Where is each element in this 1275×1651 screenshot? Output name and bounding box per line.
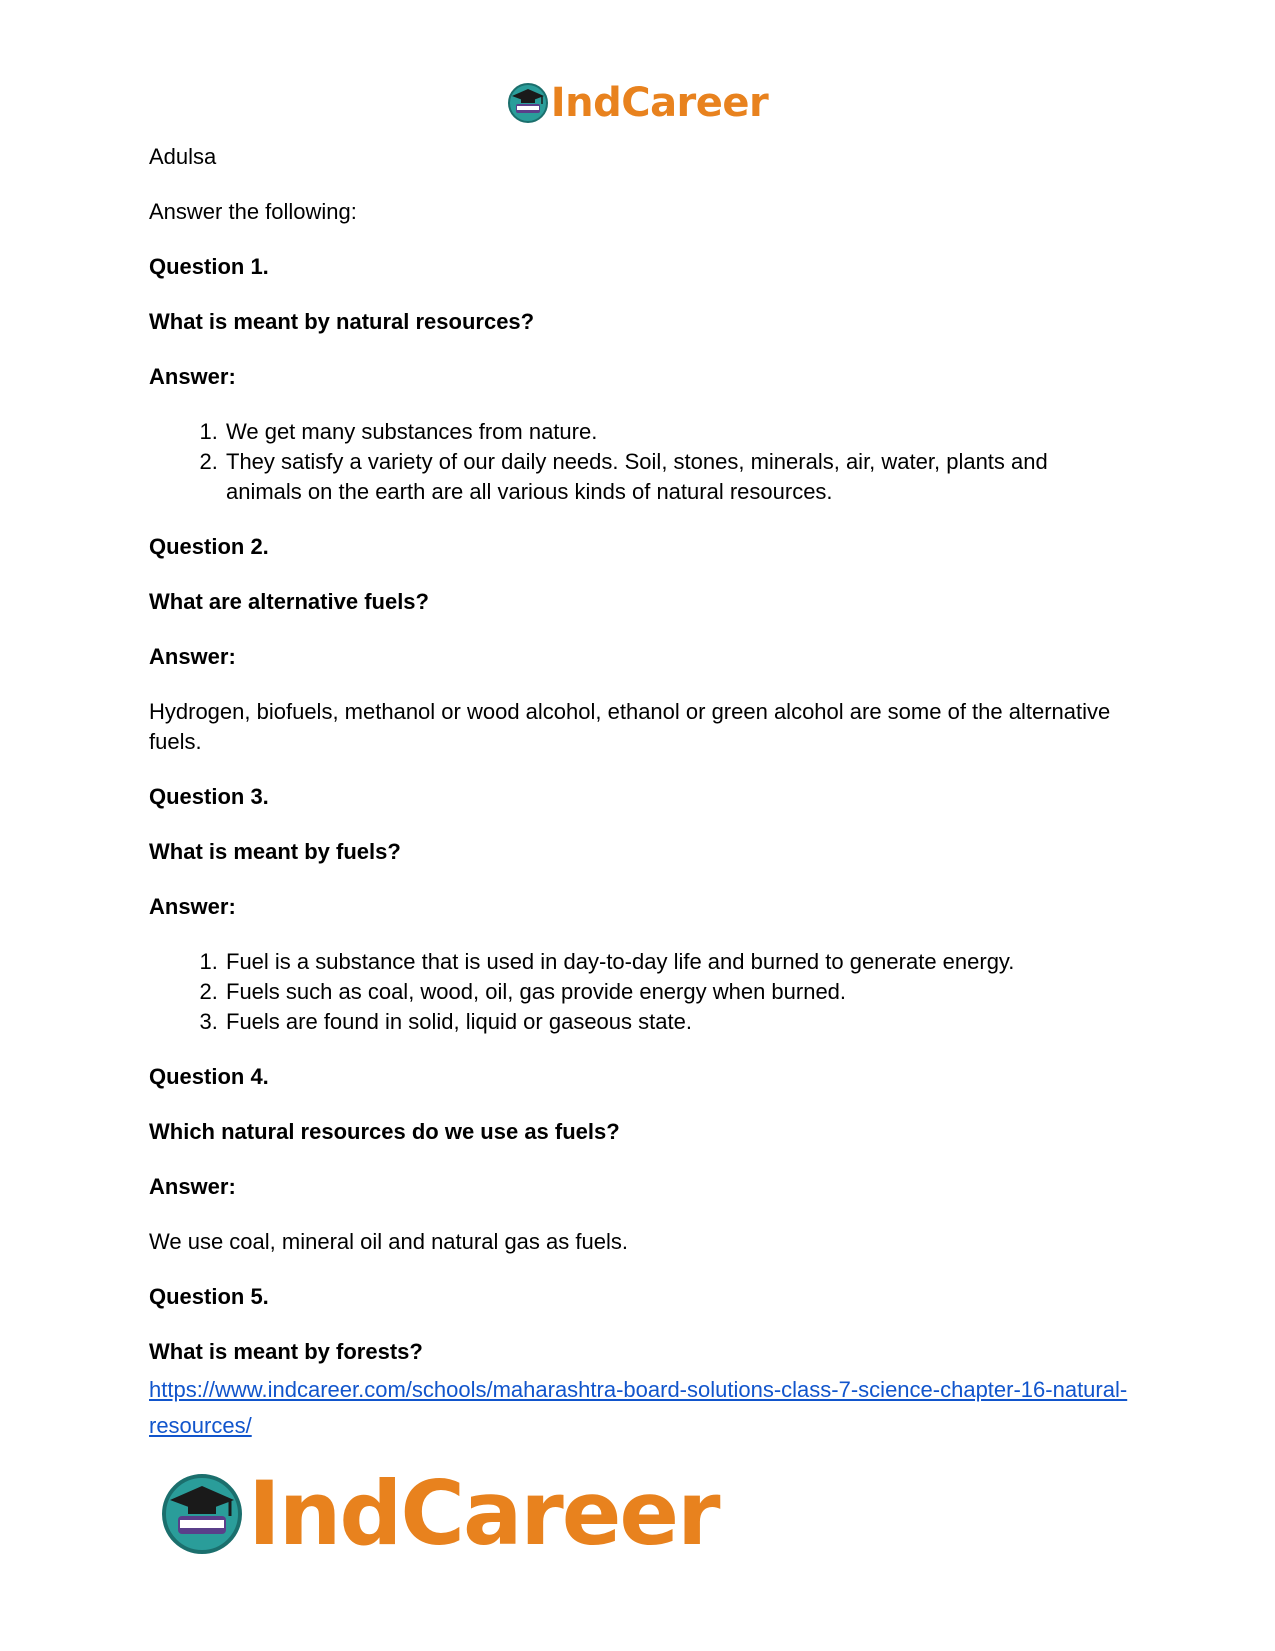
header-logo <box>0 76 1275 130</box>
answer-text: We use coal, mineral oil and natural gas as fuels. <box>149 1229 628 1254</box>
answer-list <box>149 947 1129 1037</box>
source-url-link[interactable]: https://www.indcareer.com/schools/maharashtra-board-solutions-class-7-science-chapter-16-natural-resources/ <box>149 1377 1128 1438</box>
list-item: 3. Fuels are found in solid, liquid or gaseous state. <box>224 1007 1129 1037</box>
graduation-cap-book-icon <box>160 1472 244 1556</box>
answer-list <box>149 417 1129 507</box>
list-item: 2. Fuels such as coal, wood, oil, gas provide energy when burned. <box>224 977 1129 1007</box>
question-text: Which natural resources do we use as fuels? <box>149 1119 620 1144</box>
footer-logo <box>160 1462 719 1565</box>
list-item: 1. We get many substances from nature. <box>224 417 1129 447</box>
question-number: Question 3. <box>149 784 269 809</box>
question-number: Question 5. <box>149 1284 269 1309</box>
list-item: 1. Fuel is a substance that is used in day-to-day life and burned to generate energy. <box>224 947 1129 977</box>
logo-text: IndCareer <box>248 1462 719 1565</box>
question-number: Question 1. <box>149 254 269 279</box>
question-text: What is meant by natural resources? <box>149 309 535 334</box>
answer-label: Answer: <box>149 894 236 919</box>
logo <box>507 80 769 126</box>
list-item: 2. They satisfy a variety of our daily needs. Soil, stones, minerals, air, water, plants and animals on the earth are all various kinds of natural resources. <box>224 447 1129 507</box>
question-number: Question 2. <box>149 534 269 559</box>
answer-text: Hydrogen, biofuels, methanol or wood alcohol, ethanol or green alcohol are some of the alternative fuels. <box>149 699 1111 754</box>
question-text: What is meant by forests? <box>149 1339 423 1364</box>
question-text: What is meant by fuels? <box>149 839 401 864</box>
doc-title: Adulsa <box>149 144 217 169</box>
graduation-cap-book-icon <box>507 82 549 124</box>
question-text: What are alternative fuels? <box>149 589 429 614</box>
logo-text: IndCareer <box>550 80 769 126</box>
question-number: Question 4. <box>149 1064 269 1089</box>
document-body <box>149 142 1129 1444</box>
instruction: Answer the following: <box>149 199 357 224</box>
answer-label: Answer: <box>149 364 236 389</box>
answer-label: Answer: <box>149 644 236 669</box>
answer-label: Answer: <box>149 1174 236 1199</box>
